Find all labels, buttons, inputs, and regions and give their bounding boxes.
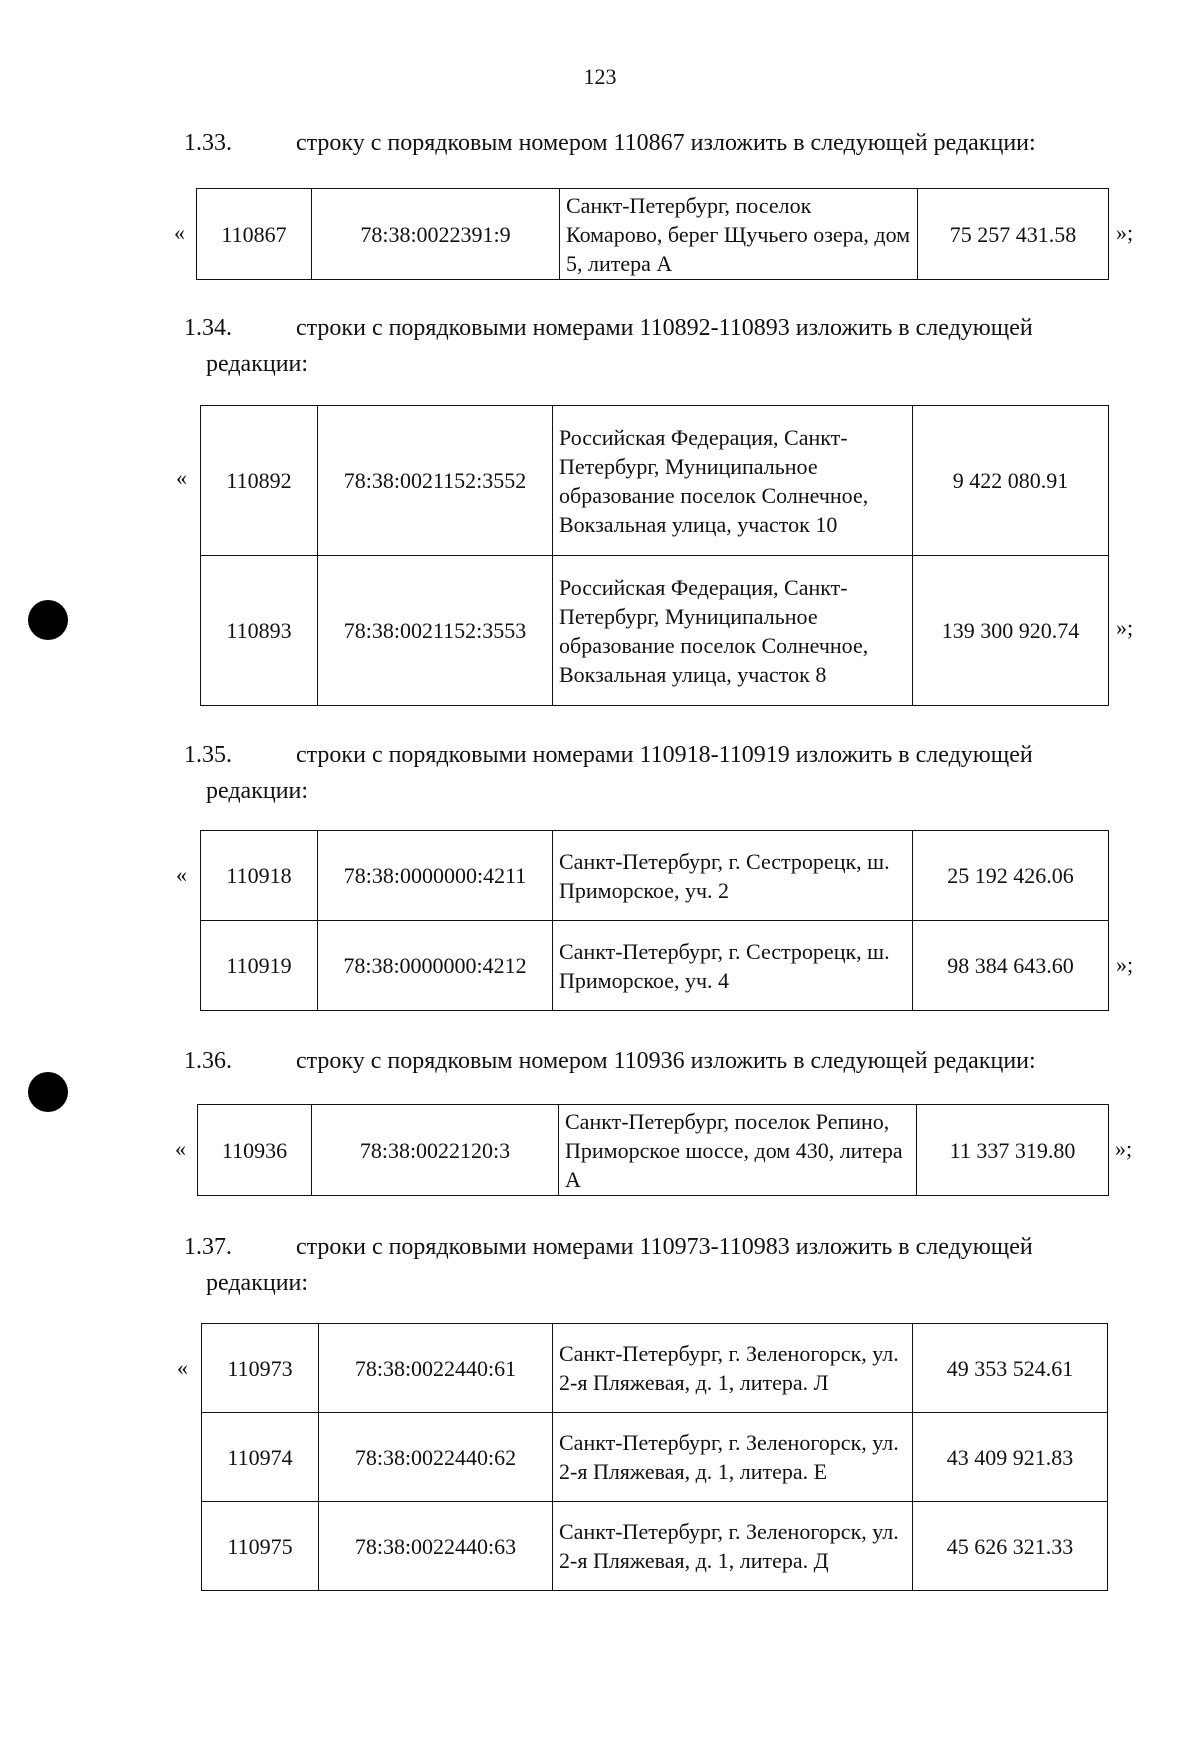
row-address: Санкт-Петербург, г. Зеленогорск, ул. 2-я Пляжевая, д. 1, литера. Е (553, 1413, 913, 1502)
row-value: 45 626 321.33 (913, 1502, 1108, 1591)
punch-hole-1 (28, 600, 68, 640)
row-cadastral: 78:38:0022440:61 (319, 1324, 553, 1413)
quote-close: »; (1116, 615, 1134, 640)
row-id: 110975 (202, 1502, 319, 1591)
page-number: 123 (583, 64, 617, 89)
paragraph-1-36 (184, 1043, 1140, 1079)
paragraph-number: 1.34. (184, 315, 232, 341)
row-value: 98 384 643.60 (913, 921, 1109, 1011)
paragraph-text: строку с порядковым номером 110936 изложить в следующей редакции: (296, 1048, 1036, 1074)
table-row (202, 1413, 1108, 1502)
quote-open: « (176, 465, 187, 490)
row-id: 110973 (202, 1324, 319, 1413)
paragraph-text-continued: редакции: (206, 778, 309, 804)
row-id: 110918 (201, 831, 318, 921)
row-id: 110892 (201, 406, 318, 556)
table-row (198, 1105, 1109, 1196)
row-address: Санкт-Петербург, поселок Репино, Приморское шоссе, дом 430, литера А (559, 1105, 917, 1196)
quote-close: »; (1116, 952, 1134, 977)
row-address: Санкт-Петербург, г. Зеленогорск, ул. 2-я Пляжевая, д. 1, литера. Д (553, 1502, 913, 1591)
row-address: Санкт-Петербург, г. Сестрорецк, ш. Приморское, уч. 2 (553, 831, 913, 921)
paragraph-text: строку с порядковым номером 110867 изложить в следующей редакции: (296, 130, 1036, 156)
table-row (201, 831, 1109, 921)
row-cadastral: 78:38:0022440:63 (319, 1502, 553, 1591)
row-address: Санкт-Петербург, г. Сестрорецк, ш. Приморское, уч. 4 (553, 921, 913, 1011)
quote-open: « (177, 1355, 188, 1380)
row-address: Российская Федерация, Санкт-Петербург, Муниципальное образование поселок Солнечное, Вокзальная улица, участок 8 (553, 556, 913, 706)
paragraph-number: 1.37. (184, 1234, 232, 1260)
row-cadastral: 78:38:0022391:9 (312, 189, 560, 280)
row-value: 43 409 921.83 (913, 1413, 1108, 1502)
row-value: 49 353 524.61 (913, 1324, 1108, 1413)
table-1-37 (177, 1323, 1108, 1591)
table-1-35 (176, 830, 1134, 1011)
row-cadastral: 78:38:0000000:4212 (318, 921, 553, 1011)
row-cadastral: 78:38:0022440:62 (319, 1413, 553, 1502)
quote-open: « (174, 220, 185, 245)
paragraph-text: строки с порядковыми номерами 110973-110983 изложить в следующей (296, 1234, 1033, 1260)
paragraph-text: строки с порядковыми номерами 110892-110893 изложить в следующей (296, 315, 1033, 341)
row-id: 110867 (197, 189, 312, 280)
row-cadastral: 78:38:0021152:3553 (318, 556, 553, 706)
table-row (201, 406, 1109, 556)
row-address: Российская Федерация, Санкт-Петербург, Муниципальное образование поселок Солнечное, Вокзальная улица, участок 10 (553, 406, 913, 556)
quote-close: »; (1116, 220, 1134, 245)
paragraph-number: 1.35. (184, 742, 232, 768)
table-1-33 (174, 188, 1134, 280)
punch-hole-2 (28, 1072, 68, 1112)
table-row (202, 1502, 1108, 1591)
row-cadastral: 78:38:0022120:3 (312, 1105, 559, 1196)
paragraph-text: строки с порядковыми номерами 110918-110919 изложить в следующей (296, 742, 1033, 768)
row-address: Санкт-Петербург, поселок Комарово, берег Щучьего озера, дом 5, литера А (560, 189, 918, 280)
table-row (202, 1324, 1108, 1413)
table-1-36 (175, 1104, 1133, 1196)
row-value: 9 422 080.91 (913, 406, 1109, 556)
table-row (201, 556, 1109, 706)
row-value: 25 192 426.06 (913, 831, 1109, 921)
row-id: 110936 (198, 1105, 312, 1196)
paragraph-1-33 (184, 125, 1140, 161)
paragraph-1-37 (184, 1229, 1140, 1301)
row-value: 75 257 431.58 (918, 189, 1109, 280)
row-cadastral: 78:38:0000000:4211 (318, 831, 553, 921)
quote-close: »; (1115, 1136, 1133, 1161)
paragraph-text-continued: редакции: (206, 1270, 309, 1296)
table-1-34 (176, 405, 1134, 706)
paragraph-text-continued: редакции: (206, 351, 309, 377)
row-value: 139 300 920.74 (913, 556, 1109, 706)
row-cadastral: 78:38:0021152:3552 (318, 406, 553, 556)
paragraph-number: 1.33. (184, 130, 232, 156)
table-row (201, 921, 1109, 1011)
row-value: 11 337 319.80 (917, 1105, 1109, 1196)
quote-open: « (175, 1136, 186, 1161)
paragraph-1-35 (184, 737, 1140, 809)
quote-open: « (176, 862, 187, 887)
row-id: 110893 (201, 556, 318, 706)
row-id: 110974 (202, 1413, 319, 1502)
table-row (197, 189, 1109, 280)
paragraph-1-34 (184, 310, 1140, 382)
paragraph-number: 1.36. (184, 1048, 232, 1074)
row-id: 110919 (201, 921, 318, 1011)
row-address: Санкт-Петербург, г. Зеленогорск, ул. 2-я Пляжевая, д. 1, литера. Л (553, 1324, 913, 1413)
